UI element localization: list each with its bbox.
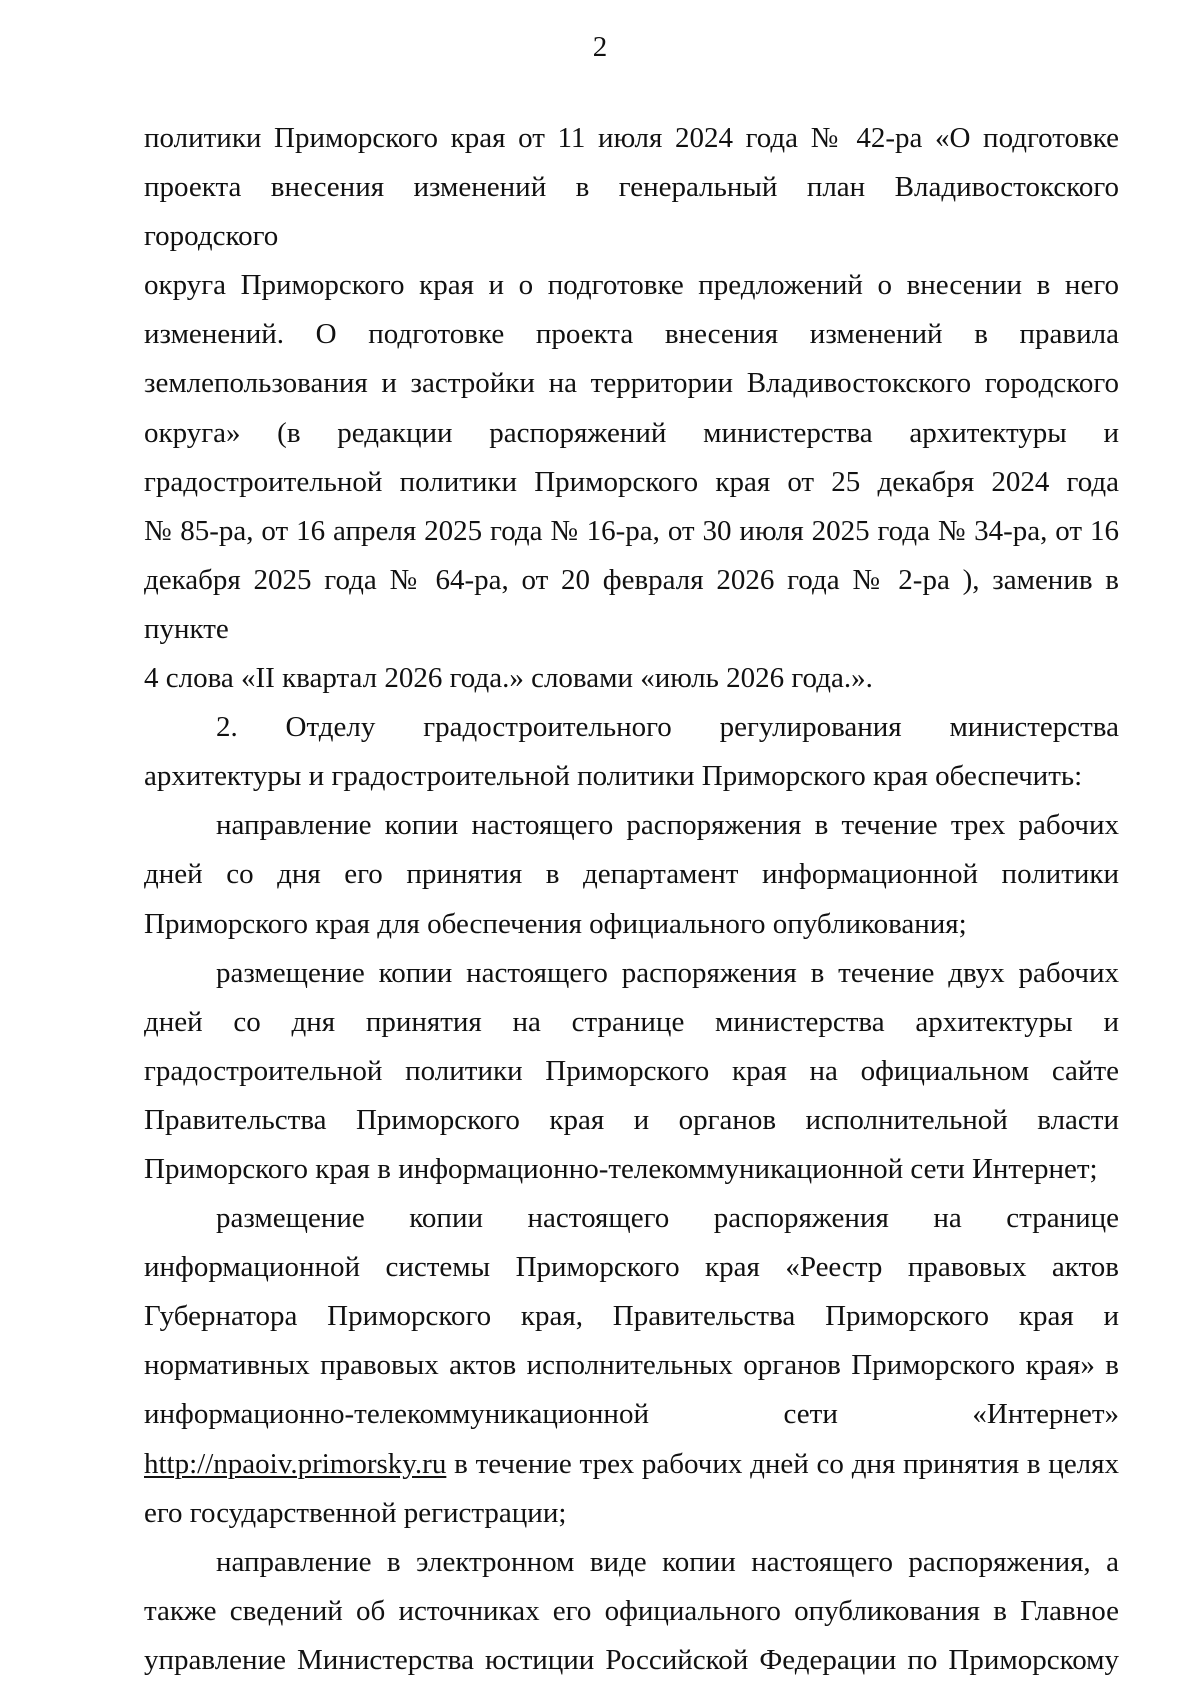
text-line: Правительства Приморского края и органов исполнительной власти (144, 1103, 1119, 1136)
paragraph-send-copy (144, 801, 1119, 948)
text-line: № 85-ра, от 16 апреля 2025 года № 16-ра, от 30 июля 2025 года № 34-ра, от 16 (144, 514, 1119, 547)
text-line: политики Приморского края от 11 июля 2024 года № 42-ра «О подготовке (144, 122, 1119, 154)
paragraph-publish-site (144, 949, 1119, 1194)
text-line: Приморского края в информационно-телекоммуникационной сети Интернет; (144, 1152, 1098, 1185)
text-line: округа» (в редакции распоряжений министерства архитектуры и (144, 416, 1119, 449)
text-line: дней со дня его принятия в департамент информационной политики (144, 858, 1119, 891)
text-line: также сведений об источниках его официального опубликования в Главное (144, 1594, 1119, 1627)
text-line: направление копии настоящего распоряжения в течение трех рабочих (216, 809, 1119, 842)
registry-link[interactable]: http://npaoiv.primorsky.ru (144, 1447, 447, 1480)
text-line: управление Министерства юстиции Российской Федерации по Приморскому (144, 1643, 1119, 1676)
text-line: архитектуры и градостроительной политики Приморского края обеспечить: (144, 760, 1083, 793)
paragraph-amendment (144, 114, 1119, 703)
text-line: градостроительной политики Приморского края от 25 декабря 2024 года (144, 465, 1119, 498)
text-line: 4 слова «II квартал 2026 года.» словами «июль 2026 года.». (144, 662, 873, 695)
text-line: изменений. О подготовке проекта внесения изменений в правила (144, 318, 1119, 351)
text-line: его государственной регистрации; (144, 1496, 567, 1529)
text-line: проекта внесения изменений в генеральный план Владивостокского городского (144, 171, 1119, 253)
text-line: информационно-телекоммуникационной сети «Интернет» (144, 1398, 1119, 1431)
text-line: Губернатора Приморского края, Правительства Приморского края и (144, 1300, 1119, 1333)
text-line: землепользования и застройки на территории Владивостокского городского (144, 367, 1119, 400)
text-line-with-link (144, 1440, 1119, 1489)
text-line: нормативных правовых актов исполнительных органов Приморского края» в (144, 1349, 1119, 1382)
text-line: декабря 2025 года № 64-ра, от 20 февраля 2026 года № 2-ра ), заменив в пункте (144, 563, 1119, 645)
text-line: Приморского края для обеспечения официального опубликования; (144, 907, 967, 940)
text-line: информационной системы Приморского края «Реестр правовых актов (144, 1251, 1119, 1284)
page-number: 2 (592, 31, 608, 63)
text-after-link: в течение трех рабочих дней со дня принятия в целях (446, 1447, 1119, 1480)
text-line: дней со дня принятия на странице министерства архитектуры и (144, 1005, 1119, 1038)
paragraph-item-2 (144, 703, 1119, 801)
document-body (144, 114, 1119, 1685)
text-line: размещение копии настоящего распоряжения в течение двух рабочих (216, 956, 1119, 989)
paragraph-registry (144, 1194, 1119, 1538)
paragraph-ministry-justice (144, 1538, 1119, 1685)
text-line: 2. Отделу градостроительного регулирования министерства (216, 711, 1119, 744)
text-line: размещение копии настоящего распоряжения на странице (216, 1202, 1119, 1235)
text-line: направление в электронном виде копии настоящего распоряжения, а (216, 1545, 1119, 1578)
text-line: округа Приморского края и о подготовке предложений о внесении в него (144, 269, 1119, 302)
text-line: градостроительной политики Приморского края на официальном сайте (144, 1054, 1119, 1087)
